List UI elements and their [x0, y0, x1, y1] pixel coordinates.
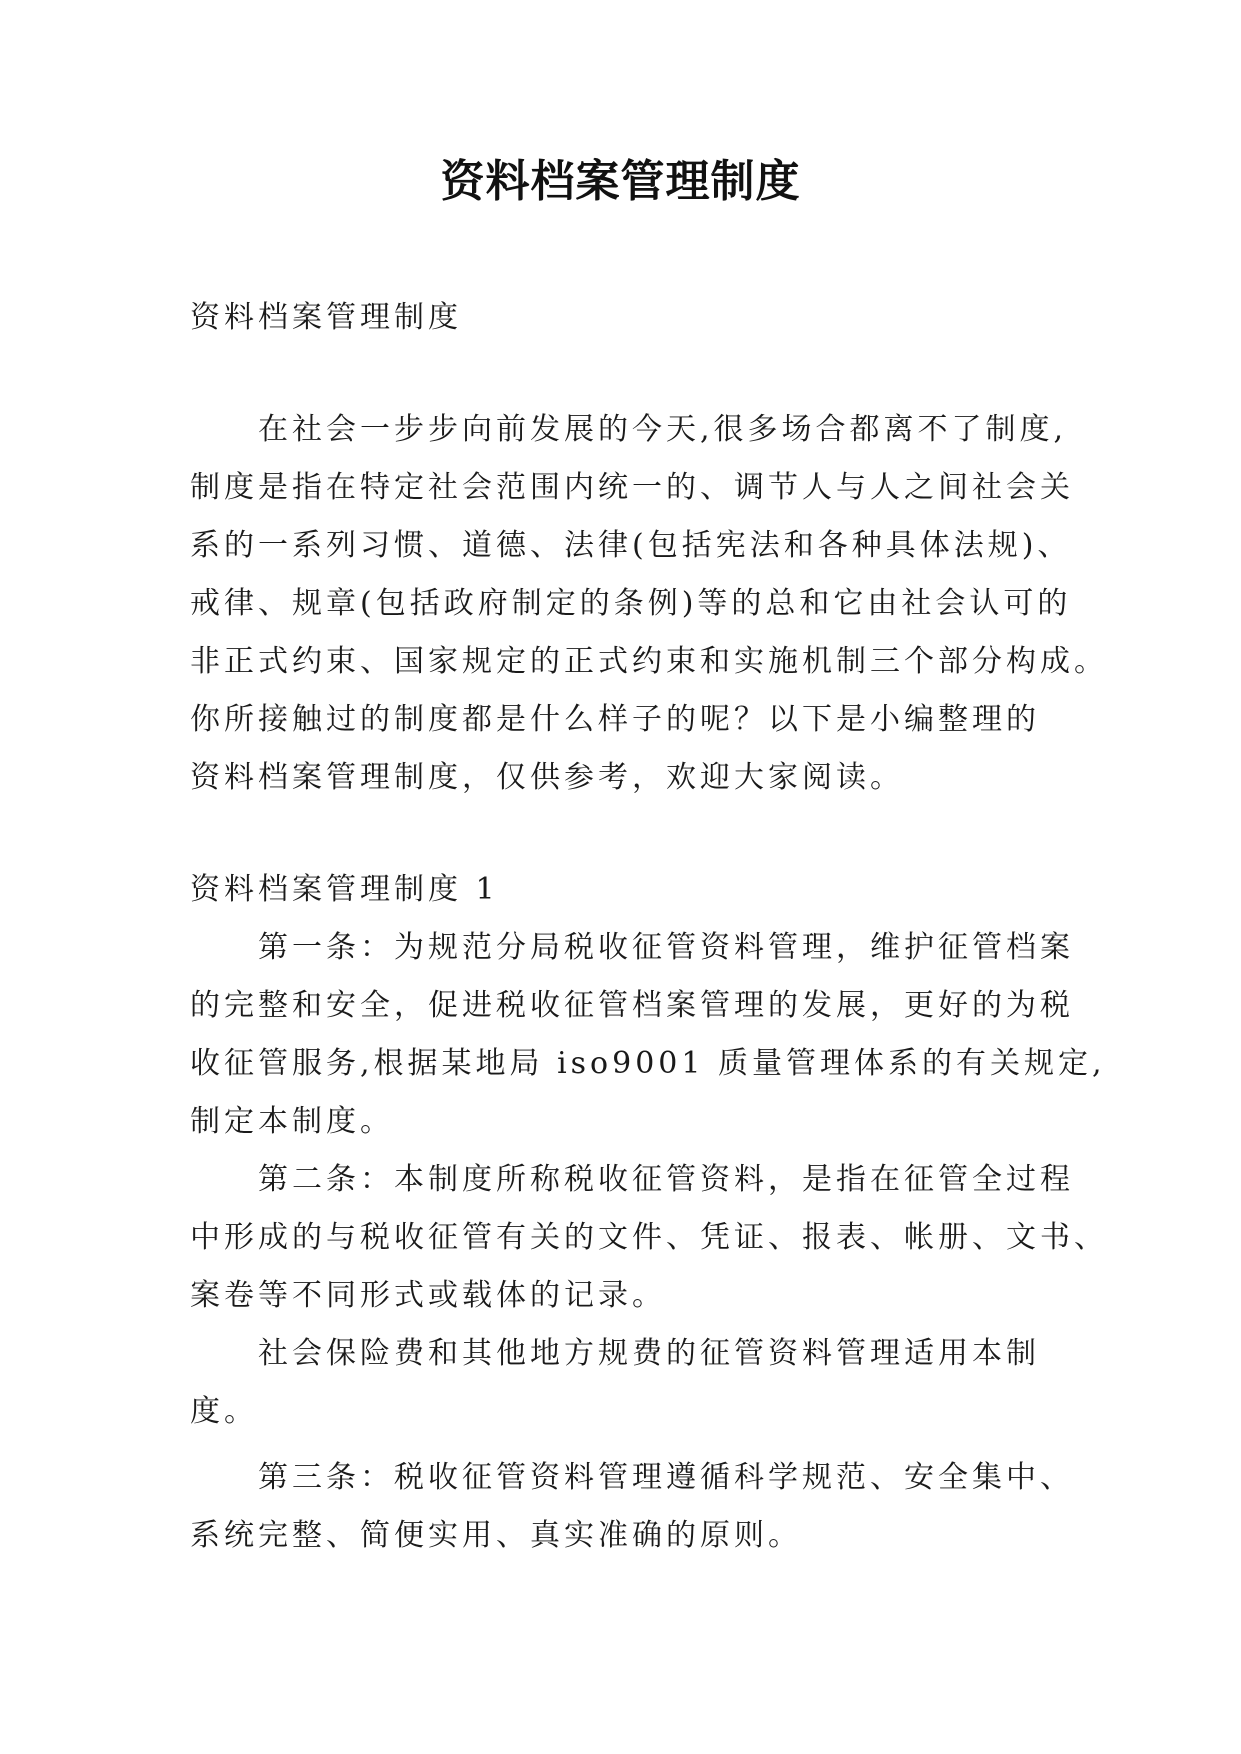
article-line: 社会保险费和其他地方规费的征管资料管理适用本制 — [258, 1336, 1040, 1371]
section-heading: 资料档案管理制度 1 — [190, 872, 499, 907]
intro-line: 你所接触过的制度都是什么样子的呢？以下是小编整理的 — [190, 702, 1040, 737]
document-title: 资料档案管理制度 — [440, 156, 801, 207]
intro-line: 制度是指在特定社会范围内统一的、调节人与人之间社会关 — [190, 470, 1074, 505]
document-subtitle: 资料档案管理制度 — [190, 300, 462, 335]
intro-line: 戒律、规章(包括政府制定的条例)等的总和它由社会认可的 — [190, 586, 1072, 621]
article-line: 第二条：本制度所称税收征管资料，是指在征管全过程 — [258, 1162, 1074, 1197]
article-line: 第三条：税收征管资料管理遵循科学规范、安全集中、 — [258, 1460, 1074, 1495]
article-line: 度。 — [190, 1394, 258, 1429]
intro-line: 资料档案管理制度，仅供参考，欢迎大家阅读。 — [190, 760, 904, 795]
article-line: 制定本制度。 — [190, 1104, 394, 1139]
article-line: 系统完整、简便实用、真实准确的原则。 — [190, 1518, 802, 1553]
intro-line: 非正式约束、国家规定的正式约束和实施机制三个部分构成。 — [190, 644, 1108, 679]
intro-line: 在社会一步步向前发展的今天,很多场合都离不了制度, — [258, 412, 1068, 447]
article-line: 案卷等不同形式或载体的记录。 — [190, 1278, 666, 1313]
article-line: 第一条：为规范分局税收征管资料管理，维护征管档案 — [258, 930, 1074, 965]
article-line: 中形成的与税收征管有关的文件、凭证、报表、帐册、文书、 — [190, 1220, 1108, 1255]
article-line: 收征管服务,根据某地局 iso9001 质量管理体系的有关规定, — [190, 1046, 1106, 1081]
article-line: 的完整和安全，促进税收征管档案管理的发展，更好的为税 — [190, 988, 1074, 1023]
intro-line: 系的一系列习惯、道德、法律(包括宪法和各种具体法规)、 — [190, 528, 1072, 563]
